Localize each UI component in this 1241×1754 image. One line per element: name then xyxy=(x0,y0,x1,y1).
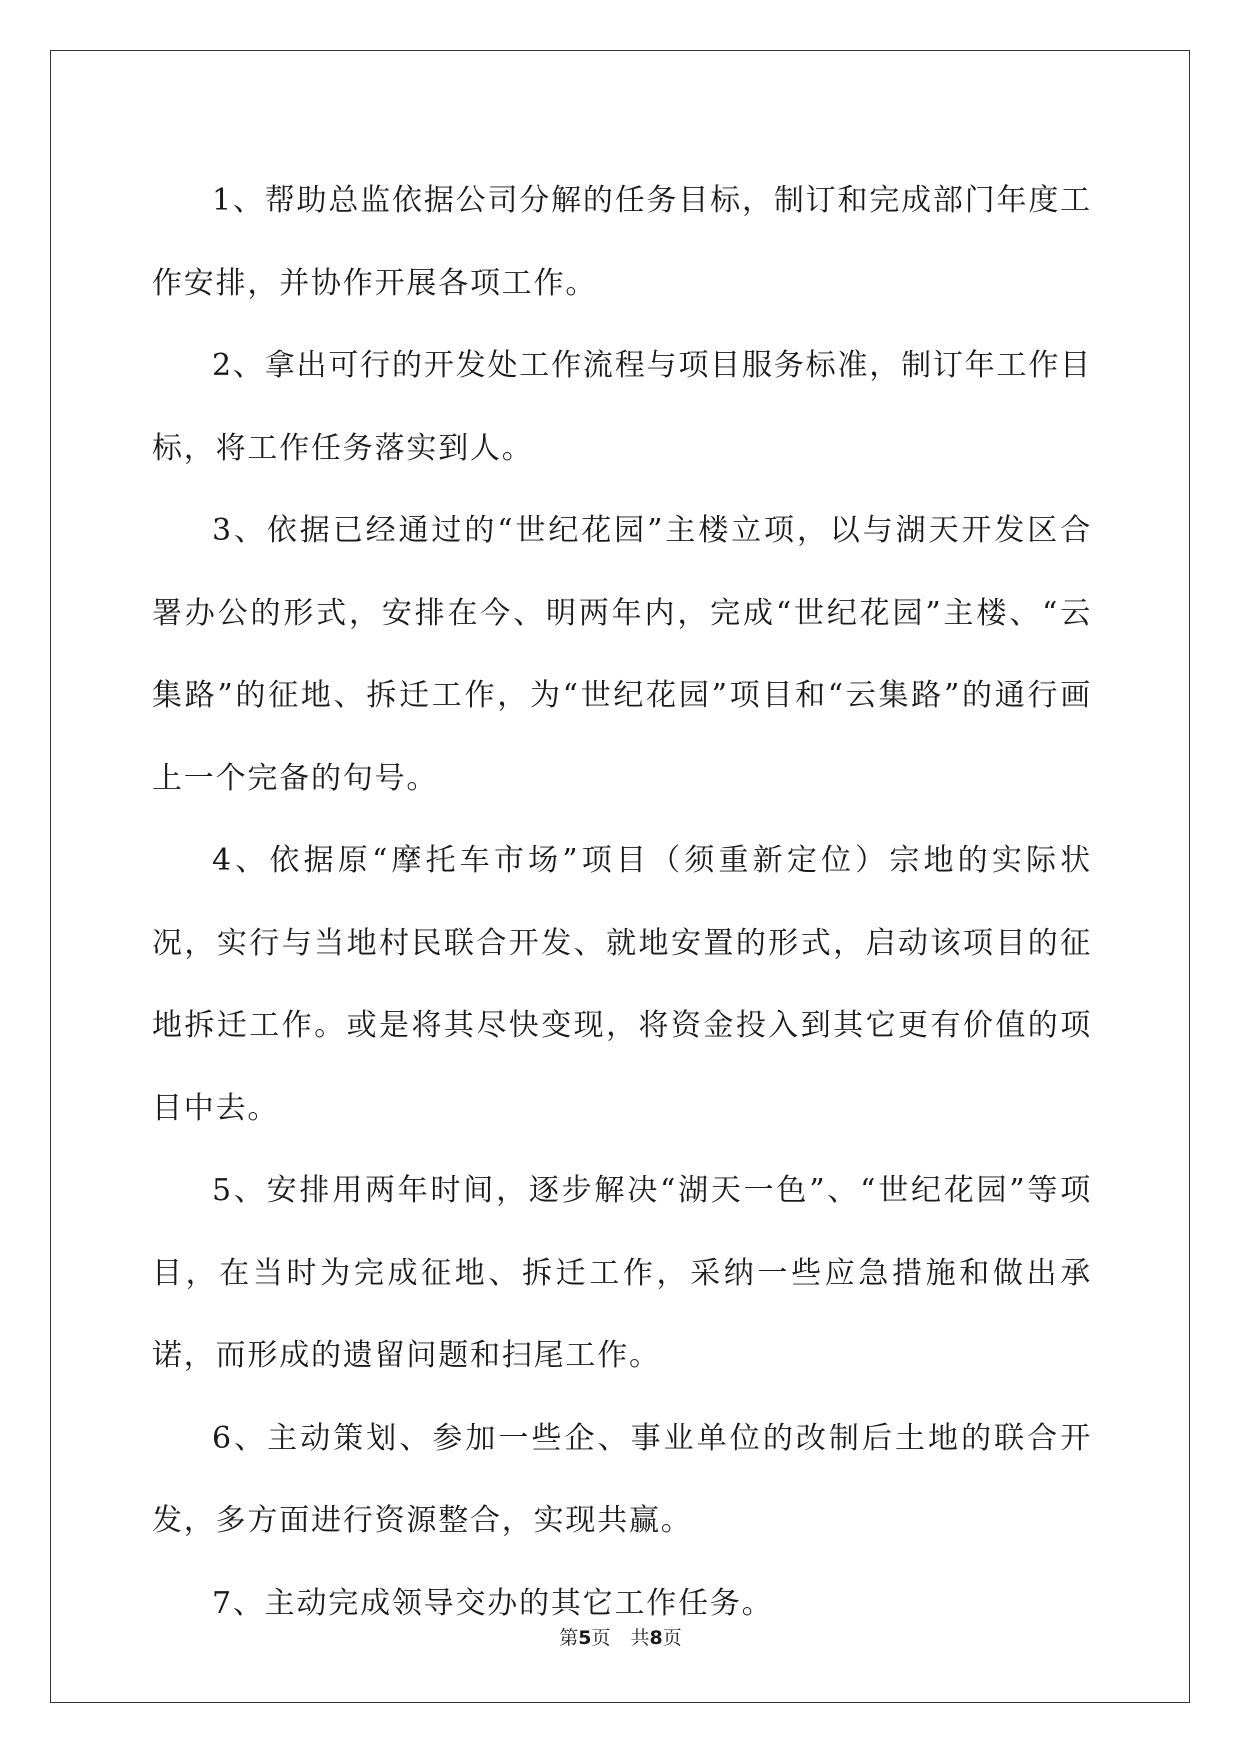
paragraph-7: 7、主动完成领导交办的其它工作任务。 xyxy=(212,1585,774,1621)
document-body xyxy=(152,160,1092,1645)
paragraph-5: 5、安排用两年时间，逐步解决“湖天一色”、“世纪花园”等项目，在当时为完成征地、拆迁工作，采纳一些应急措施和做出承诺，而形成的遗留问题和扫尾工作。 xyxy=(152,1173,1092,1373)
paragraph-1: 1、帮助总监依据公司分解的任务目标，制订和完成部门年度工作安排，并协作开展各项工作。 xyxy=(152,183,1092,301)
footer-page-suffix: 页 xyxy=(591,1627,611,1649)
current-page-number: 5 xyxy=(578,1627,592,1649)
footer-total-suffix: 页 xyxy=(662,1627,682,1649)
paragraph-2: 2、拿出可行的开发处工作流程与项目服务标准，制订年工作目标，将工作任务落实到人。 xyxy=(152,348,1092,466)
footer-prefix: 第 xyxy=(559,1627,579,1649)
footer-total-prefix: 共 xyxy=(630,1627,650,1649)
paragraph-4: 4、依据原“摩托车市场”项目（须重新定位）宗地的实际状况，实行与当地村民联合开发、就地安置的形式，启动该项目的征地拆迁工作。或是将其尽快变现，将资金投入到其它更有价值的项目中去。 xyxy=(152,843,1092,1126)
total-page-number: 8 xyxy=(649,1627,663,1649)
page-number-footer xyxy=(0,1626,1241,1650)
paragraph-3: 3、依据已经通过的“世纪花园”主楼立项，以与湖天开发区合署办公的形式，安排在今、明两年内，完成“世纪花园”主楼、“云集路”的征地、拆迁工作，为“世纪花园”项目和“云集路”的通行画上一个完备的句号。 xyxy=(152,513,1092,796)
paragraph-6: 6、主动策划、参加一些企、事业单位的改制后土地的联合开发，多方面进行资源整合，实现共赢。 xyxy=(152,1420,1092,1538)
